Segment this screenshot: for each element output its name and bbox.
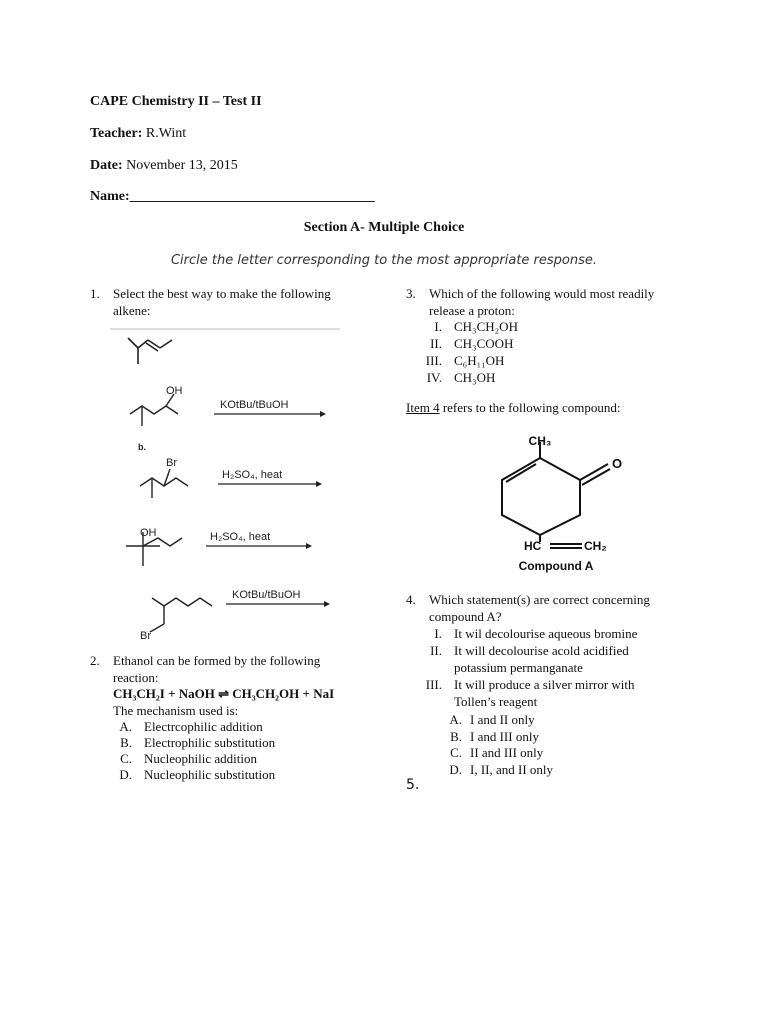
ch2-label: CH₂ — [584, 539, 607, 553]
target-alkene — [128, 338, 172, 364]
hc-label: HC — [524, 539, 542, 553]
q2-option-c[interactable]: C. Nucleophilic addition — [120, 751, 258, 766]
option-c-arrowhead — [306, 543, 312, 549]
option-b-reagent: H₂SO₄, heat — [222, 469, 283, 481]
q4-option-b[interactable]: B. I and III only — [450, 728, 539, 744]
option-c-substituent: OH — [140, 527, 157, 539]
teacher-line: Teacher: R.Wint — [90, 126, 187, 141]
option-b-arrowhead — [316, 481, 322, 487]
q3-options — [420, 318, 518, 386]
q4-statement-2: II. It will decolourise acold acidified potassium permanganate — [430, 643, 629, 675]
option-a-reagent: KOtBu/tBuOH — [220, 399, 289, 411]
name-line: Name:___________________________________ — [90, 189, 375, 204]
q2-options — [110, 719, 275, 783]
option-d-arrowhead — [324, 601, 330, 607]
option-a-structure — [130, 394, 178, 426]
question-2: 2. Ethanol can be formed by the following reaction: — [90, 653, 321, 685]
section-instruction: Circle the letter corresponding to the most appropriate response. — [170, 253, 598, 268]
item4-reference: Item 4 refers to the following compound: — [406, 400, 621, 415]
q4-option-d[interactable]: D. I, II, and II only — [449, 761, 554, 777]
q1-structures — [110, 326, 350, 646]
q2-option-d[interactable]: D. Nucleophilic substitution — [119, 767, 276, 782]
q4-option-a[interactable]: A. I and II only — [449, 712, 535, 727]
option-a-substituent: OH — [166, 385, 183, 397]
question-5-number: 5. — [406, 777, 420, 793]
q2-equation: CH₃CH₂I + NaOH ⇌ CH₃CH₂OH + NaI — [113, 686, 335, 701]
q4-options — [446, 712, 553, 778]
option-c-reagent: H₂SO₄, heat — [210, 531, 271, 543]
option-d-structure — [150, 598, 212, 632]
date-line: Date: November 13, 2015 — [90, 158, 238, 173]
option-b-structure — [140, 469, 188, 498]
q4-statements — [420, 625, 710, 710]
option-b-label: b. — [138, 442, 146, 452]
option-b-substituent: Br — [166, 457, 177, 469]
q4-statement-3: III. It will produce a silver mirror with Tollen’s reagent — [425, 677, 635, 709]
oxygen-label: O — [612, 456, 623, 471]
question-1: 1. Select the best way to make the following alkene: — [90, 286, 331, 318]
section-title: Section A- Multiple Choice — [303, 220, 465, 235]
q3-option-3[interactable]: III. C₆H₁₁OH — [425, 353, 505, 368]
q2-option-a[interactable]: A. Electrcophilic addition — [119, 719, 263, 734]
q4-statement-1: I. It wil decolourise aqueous bromine — [434, 626, 638, 641]
compound-a-structure — [480, 430, 640, 580]
test-title: CAPE Chemistry II – Test II — [90, 94, 262, 109]
compound-caption: Compound A — [518, 559, 594, 573]
q3-option-2[interactable]: II. CH₃COOH — [430, 336, 514, 351]
q4-option-c[interactable]: C. II and III only — [450, 745, 544, 760]
q2-mechanism: The mechanism used is: — [113, 703, 239, 718]
question-4: 4. Which statement(s) are correct concerning compound A? — [406, 592, 650, 624]
ch3-label: CH₃ — [528, 434, 552, 448]
q3-option-4[interactable]: IV. CH₃OH — [426, 370, 496, 385]
q3-option-1[interactable]: I. CH₃CH₂OH — [434, 319, 518, 334]
option-d-substituent: Br — [140, 630, 151, 642]
question-3: 3. Which of the following would most readily release a proton: — [406, 286, 655, 318]
option-d-reagent: KOtBu/tBuOH — [232, 589, 301, 601]
option-a-arrowhead — [320, 411, 326, 417]
q2-option-b[interactable]: B. Electrophilic substitution — [120, 735, 276, 750]
